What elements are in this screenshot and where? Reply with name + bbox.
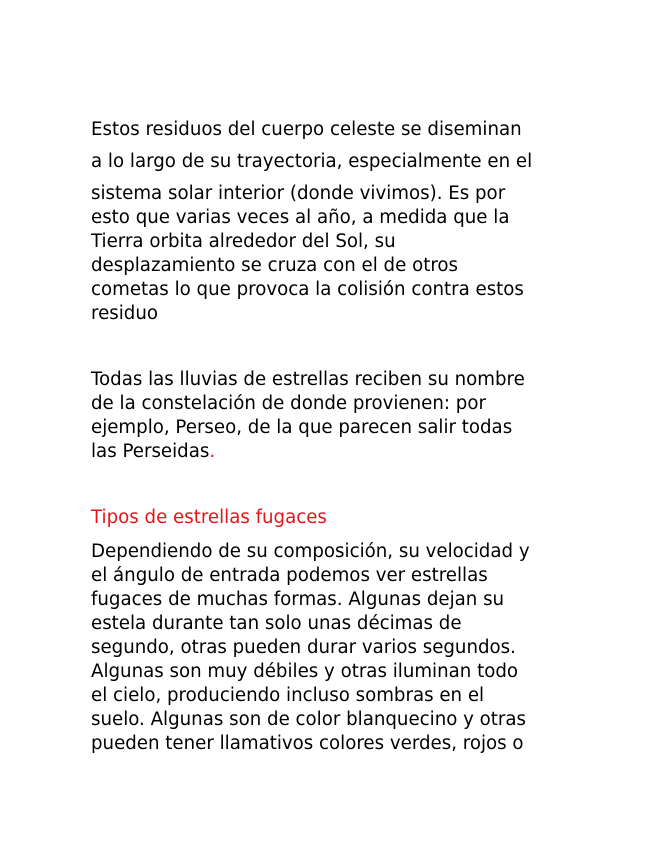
paragraph-1-line-7: cometas lo que provoca la colisión contra estos: [91, 279, 524, 300]
paragraph-3-line-6: Algunas son muy débiles y otras iluminan todo: [91, 661, 519, 682]
paragraph-1-line-8: residuo: [91, 303, 158, 324]
paragraph-2-line-2: de la constelación de donde provienen: por: [91, 393, 486, 414]
paragraph-2-line-4: [91, 440, 215, 464]
paragraph-2-line-1: Todas las lluvias de estrellas reciben su nombre: [91, 369, 525, 390]
paragraph-3-line-4: estela durante tan solo unas décimas de: [91, 613, 462, 634]
paragraph-1-line-4: esto que varias veces al año, a medida que la: [91, 207, 510, 228]
paragraph-3-line-2: el ángulo de entrada podemos ver estrellas: [91, 565, 488, 586]
paragraph-2-line-4-text: las Perseidas: [91, 441, 210, 462]
paragraph-3-line-3: fugaces de muchas formas. Algunas dejan su: [91, 589, 505, 610]
paragraph-1-line-6: desplazamiento se cruza con el de otros: [91, 255, 459, 276]
paragraph-1-line-1: Estos residuos del cuerpo celeste se diseminan: [91, 119, 522, 140]
paragraph-1-line-5: Tierra orbita alrededor del Sol, su: [91, 231, 396, 252]
paragraph-3-line-5: segundo, otras pueden durar varios segundos.: [91, 637, 516, 658]
section-heading: Tipos de estrellas fugaces: [91, 507, 327, 528]
paragraph-3-line-7: el cielo, produciendo incluso sombras en el: [91, 685, 485, 706]
red-period: .: [209, 441, 216, 462]
paragraph-3-line-8: suelo. Algunas son de color blanquecino y otras: [91, 709, 527, 730]
paragraph-1-line-2: a lo largo de su trayectoria, especialmente en el: [91, 151, 533, 172]
paragraph-1-line-3: sistema solar interior (donde vivimos). Es por: [91, 183, 506, 204]
paragraph-2-line-3: ejemplo, Perseo, de la que parecen salir todas: [91, 417, 513, 438]
paragraph-3-line-9: pueden tener llamativos colores verdes, rojos o: [91, 733, 524, 754]
paragraph-3-line-1: Dependiendo de su composición, su velocidad y: [91, 541, 530, 562]
